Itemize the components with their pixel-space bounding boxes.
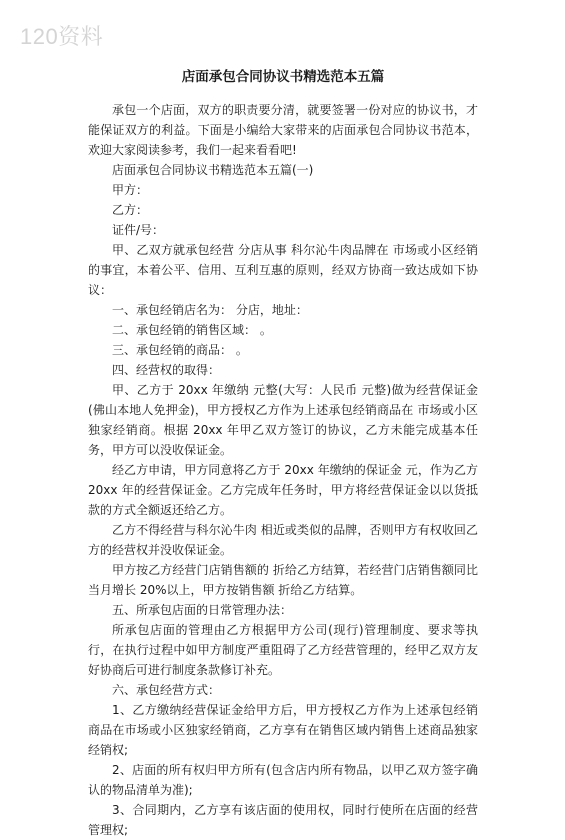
paragraph: 三、承包经销的商品： 。 [112, 343, 248, 357]
paragraph: 二、承包经销的销售区域： 。 [112, 323, 272, 337]
document-title: 店面承包合同协议书精选范本五篇 [181, 69, 385, 85]
paragraph: 甲方按乙方经营门店销售额的 折给乙方结算，若经营门店销售额同比当月增长 20%以上，甲方按销售额 折给乙方结算。 [88, 563, 478, 597]
paragraph: 甲、乙方于 20xx 年缴纳 元整(大写：人民币 元整)做为经营保证金(佛山本地人免押金)，甲方授权乙方作为上述承包经销商品在 市场或小区独家经销商。根据 20xx 年甲乙双方签订的协议，乙方未能完成基本任务，甲方可以没收保证金。 [88, 383, 478, 457]
paragraph: 六、承包经营方式： [112, 683, 221, 697]
paragraph: 3、合同期内，乙方享有该店面的使用权，同时行使所在店面的经营管理权; [88, 803, 478, 837]
paragraph-list [88, 100, 478, 840]
paragraph: 乙方： [112, 203, 149, 217]
paragraph: 1、乙方缴纳经营保证金给甲方后，甲方授权乙方作为上述承包经销商品在市场或小区独家经销商，乙方享有在销售区域内销售上述商品独家经销权; [88, 703, 478, 757]
paragraph: 一、承包经销店名为： 分店，地址： [112, 303, 308, 317]
paragraph: 2、店面的所有权归甲方所有(包含店内所有物品，以甲乙双方签字确认的物品清单为准); [88, 763, 478, 797]
paragraph: 证件/号： [112, 223, 165, 237]
paragraph: 乙方不得经营与科尔沁牛肉 相近或类似的品牌，否则甲方有权收回乙方的经营权并没收保证金。 [88, 523, 478, 557]
paragraph: 甲方： [112, 183, 149, 197]
paragraph: 经乙方申请，甲方同意将乙方于 20xx 年缴纳的保证金 元，作为乙方 20xx 年的经营保证金。乙方完成年任务时，甲方将经营保证金以以货抵款的方式全额返还给乙方。 [88, 463, 478, 517]
watermark: 120资料 [20, 24, 104, 49]
document-body [88, 68, 478, 840]
paragraph: 所承包店面的管理由乙方根据甲方公司(现行)管理制度、要求等执行，在执行过程中如甲方制度严重阻碍了乙方经营管理的，经甲乙双方友好协商后可进行制度条款修订补充。 [88, 623, 478, 677]
paragraph: 四、经营权的取得： [112, 363, 221, 377]
paragraph: 店面承包合同协议书精选范本五篇(一) [112, 163, 314, 177]
paragraph: 甲、乙双方就承包经营 分店从事 科尔沁牛肉品牌在 市场或小区经销的事宜，本着公平、信用、互利互惠的原则，经双方协商一致达成如下协议： [88, 243, 478, 297]
paragraph: 五、所承包店面的日常管理办法： [112, 603, 293, 617]
paragraph: 承包一个店面，双方的职责要分清，就要签署一份对应的协议书，才能保证双方的利益。下面是小编给大家带来的店面承包合同协议书范本，欢迎大家阅读参考，我们一起来看看吧! [88, 103, 478, 157]
